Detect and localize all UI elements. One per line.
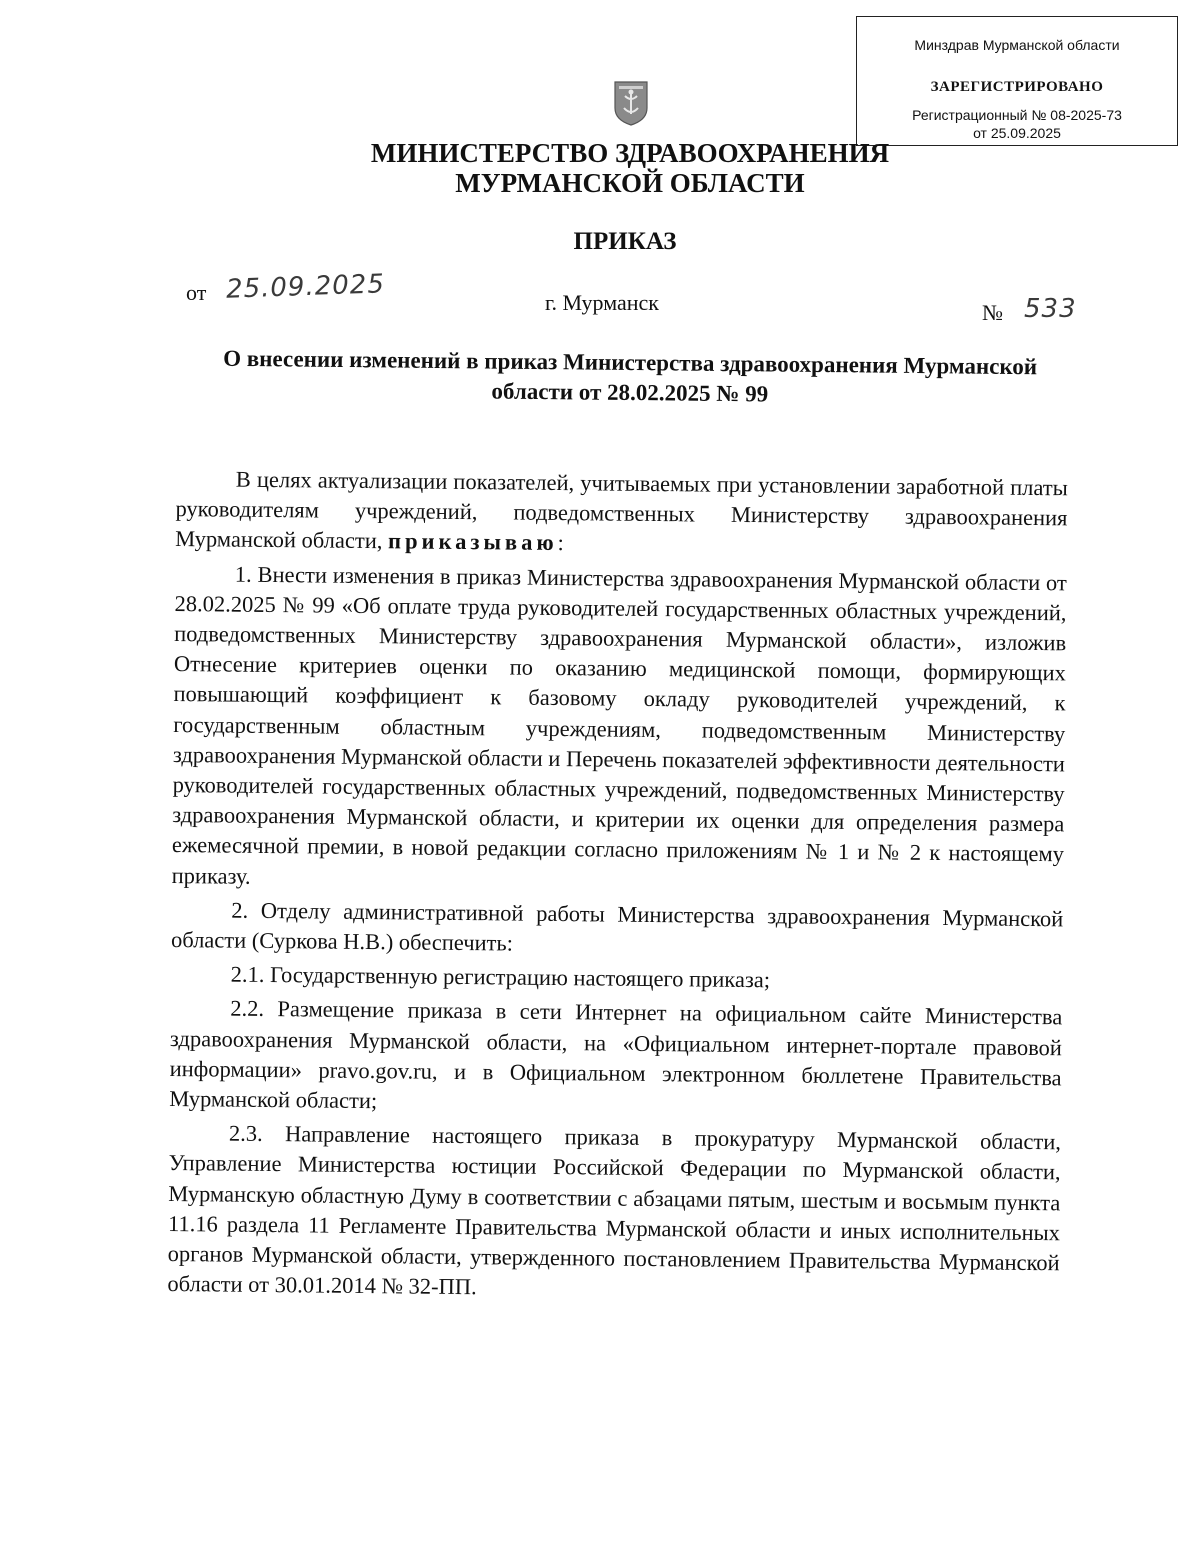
paragraph-2-2: 2.2. Размещение приказа в сети Интернет на официальном сайте Министерства здравоохранения Мурманской области, на «Официальном интернет-портале правовой информации» pravo.gov.ru, и в Официальном электронном бюллетене Правительства Мурманской области; xyxy=(169,996,1063,1114)
paragraph-2: 2. Отделу административной работы Министерства здравоохранения Мурманской области (Суркова Н.В.) обеспечить: xyxy=(170,897,1064,956)
number-label: № xyxy=(982,300,1003,325)
stamp-agency: Минздрав Мурманской области xyxy=(914,37,1120,53)
stamp-reg-date: от 25.09.2025 xyxy=(973,125,1061,141)
ministry-title: МИНИСТЕРСТВО ЗДРАВООХРАНЕНИЯ МУРМАНСКОЙ ОБЛАСТИ xyxy=(370,138,890,198)
document-body xyxy=(167,464,1068,1313)
handwritten-date: 25.09.2025 xyxy=(225,269,386,305)
coat-of-arms-icon xyxy=(613,80,649,126)
document-type-heading: ПРИКАЗ xyxy=(573,228,677,255)
paragraph-1: 1. Внести изменения в приказ Министерства здравоохранения Мурманской области от 28.02.2025 № 99 «Об оплате труда руководителей государственных областных учреждений, подведомственных Министерству здравоохранения Мурманской области», изложив Отнесение критериев оценки по оказанию медицинской помощи, формирующих повышающий коэффициент к базовому окладу руководителей учреждений, к государственным областным учреждениям, подведомственным Министерству здравоохранения Мурманской области и Перечень показателей эффективности деятельности руководителей государственных областных учреждений, подведомственных Министерству здравоохранения Мурманской области, и критерии их оценки для определения размера ежемесячной премии, в новой редакции согласно приложениям № 1 и № 2 к настоящему приказу. xyxy=(171,561,1067,889)
order-colon: : xyxy=(557,530,564,556)
date-label: от xyxy=(186,280,207,305)
city-label: г. Мурманск xyxy=(545,290,659,315)
document-subject: О внесении изменений в приказ Министерства здравоохранения Мурманской области от 28.02.2025 № 99 xyxy=(223,345,1038,407)
paragraph-2-1: 2.1. Государственную регистрацию настоящего приказа; xyxy=(230,961,771,993)
stamp-reg-number: Регистрационный № 08-2025-73 xyxy=(912,107,1122,123)
preamble-paragraph xyxy=(175,464,1068,564)
stamp-status: ЗАРЕГИСТРИРОВАНО xyxy=(930,79,1104,95)
order-word: приказываю xyxy=(387,528,558,556)
handwritten-number: 533 xyxy=(1024,294,1077,324)
preamble-text: В целях актуализации показателей, учитываемых при установлении заработной платы руководителям учреждений, подведомственных Министерству здравоохранения Мурманской области, xyxy=(175,466,1068,554)
registration-stamp xyxy=(856,16,1178,146)
paragraph-2-3: 2.3. Направление настоящего приказа в прокуратуру Мурманской области, Управление Министерства юстиции Российской Федерации по Мурманской области, Мурманскую областную Думу в соответствии с абзацами пятым, шестым и восьмым пункта 11.16 раздела 11 Регламенте Правительства Мурманской области и иных исполнительных органов Мурманской области, утвержденного постановлением Правительства Мурманской области от 30.01.2014 № 32-ПП. xyxy=(167,1120,1062,1300)
